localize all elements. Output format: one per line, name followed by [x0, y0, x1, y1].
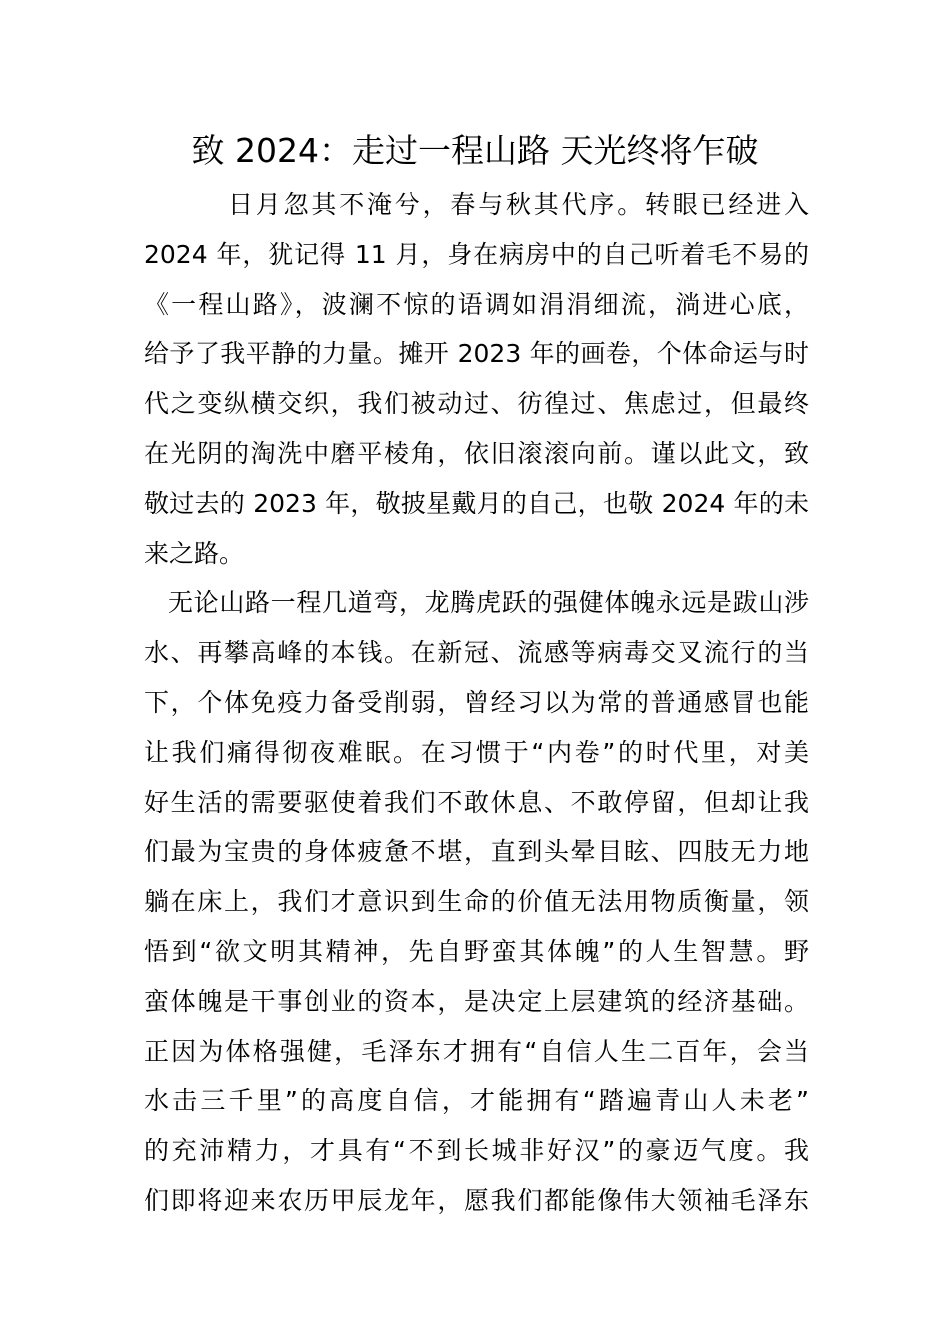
text-line: 的充沛精力，才具有“不到长城非好汉”的豪迈气度。我 — [144, 1136, 809, 1166]
document-title: 致 2024：走过一程山路 天光终将乍破 — [191, 131, 759, 170]
paragraph — [144, 578, 809, 1225]
text-line: 《一程山路》，波澜不惊的语调如涓涓细流，淌进心底， — [144, 289, 809, 319]
text-line: 躺在床上，我们才意识到生命的价值无法用物质衡量，领 — [144, 887, 809, 917]
text-line: 们最为宝贵的身体疲惫不堪，直到头晕目眩、四肢无力地 — [144, 837, 809, 867]
text-line: 代之变纵横交织，我们被动过、彷徨过、焦虑过，但最终 — [144, 389, 809, 419]
text-line: 正因为体格强健，毛泽东才拥有“自信人生二百年，会当 — [144, 1036, 809, 1066]
text-line: 让我们痛得彻夜难眠。在习惯于“内卷”的时代里，对美 — [144, 737, 809, 767]
text-line: 在光阴的淘洗中磨平棱角，依旧滚滚向前。谨以此文，致 — [144, 438, 809, 468]
text-line: 们即将迎来农历甲辰龙年，愿我们都能像伟大领袖毛泽东 — [144, 1185, 809, 1215]
text-line: 2024 年，犹记得 11 月，身在病房中的自己听着毛不易的 — [144, 239, 809, 269]
text-line: 给予了我平静的力量。摊开 2023 年的画卷，个体命运与时 — [144, 339, 809, 369]
text-line: 来之路。 — [144, 538, 245, 568]
text-line: 悟到“欲文明其精神，先自野蛮其体魄”的人生智慧。野 — [144, 936, 809, 966]
text-line: 水、再攀高峰的本钱。在新冠、流感等病毒交叉流行的当 — [144, 638, 809, 668]
text-line: 水击三千里”的高度自信，才能拥有“踏遍青山人未老” — [144, 1086, 809, 1116]
paragraph — [144, 180, 809, 578]
text-line: 无论山路一程几道弯，龙腾虎跃的强健体魄永远是跋山涉 — [168, 588, 809, 618]
text-line: 敬过去的 2023 年，敬披星戴月的自己，也敬 2024 年的未 — [144, 488, 809, 518]
text-line: 好生活的需要驱使着我们不敢休息、不敢停留，但却让我 — [144, 787, 809, 817]
text-line: 日月忽其不淹兮，春与秋其代序。转眼已经进入 — [228, 190, 809, 219]
text-line: 下，个体免疫力备受削弱，曾经习以为常的普通感冒也能 — [144, 687, 809, 717]
text-line: 蛮体魄是干事创业的资本，是决定上层建筑的经济基础。 — [144, 986, 809, 1016]
document-body — [144, 180, 809, 1226]
